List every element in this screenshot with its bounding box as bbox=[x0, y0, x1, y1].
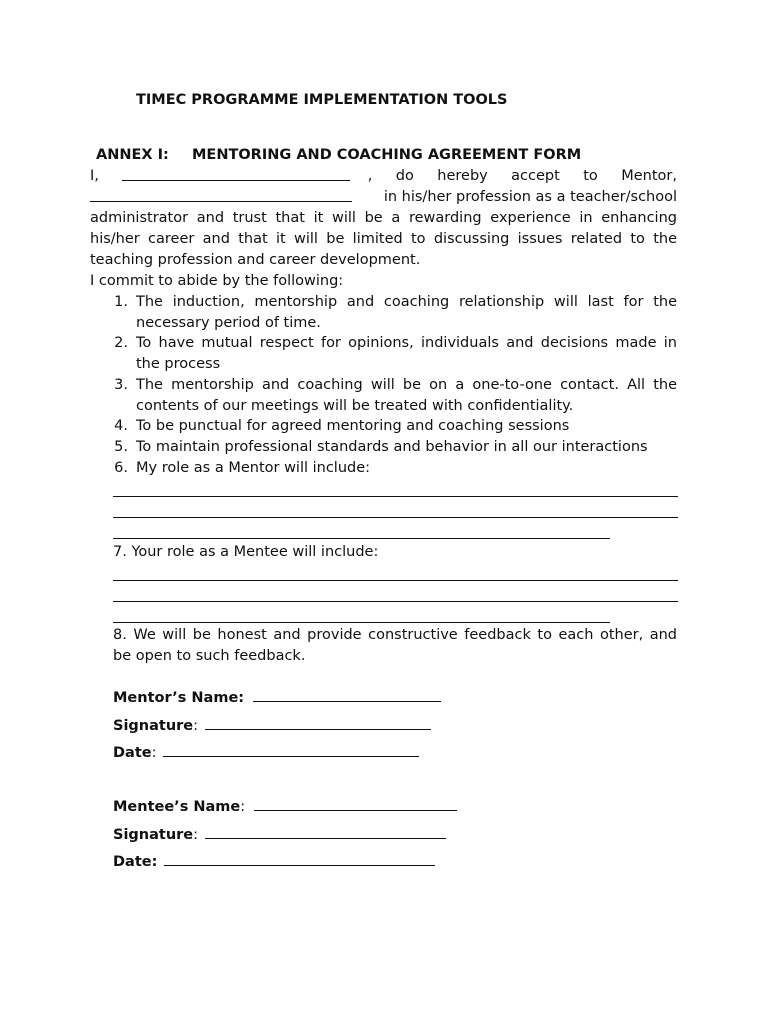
mentor-role-line[interactable] bbox=[113, 517, 678, 518]
list-number: 5. bbox=[114, 439, 128, 455]
list-number: 2. bbox=[114, 335, 128, 351]
mentee-name-field[interactable] bbox=[254, 796, 457, 811]
mentor-signature-label: Signature bbox=[113, 718, 194, 734]
list-number: 1. bbox=[114, 294, 128, 310]
intro-word: to bbox=[583, 168, 598, 184]
mentee-signature-label: Signature bbox=[113, 827, 194, 843]
list-number: 4. bbox=[114, 418, 128, 434]
intro-line-2 bbox=[90, 187, 677, 209]
mentee-name-row bbox=[113, 796, 457, 818]
mentee-role-line[interactable] bbox=[113, 622, 610, 623]
mentee-role-line[interactable] bbox=[113, 601, 678, 602]
mentor-date-label: Date bbox=[113, 745, 152, 761]
intro-line-5: teaching profession and career development. bbox=[90, 252, 421, 268]
annex-label: ANNEX I: bbox=[96, 147, 169, 163]
commit-statement: I commit to abide by the following: bbox=[90, 273, 344, 289]
colon: : bbox=[193, 718, 199, 734]
mentor-name-blank[interactable] bbox=[90, 187, 352, 202]
list-item-text: The induction, mentorship and coaching relationship will last for the bbox=[136, 294, 677, 310]
intro-line-4: his/her career and that it will be limited to discussing issues related to the bbox=[90, 231, 677, 247]
intro-line-3: administrator and trust that it will be a rewarding experience in enhancing bbox=[90, 210, 677, 226]
mentee-name-blank[interactable] bbox=[122, 166, 350, 181]
list-item-text: The mentorship and coaching will be on a one-to-one contact. All the bbox=[136, 377, 677, 393]
annex-title: MENTORING AND COACHING AGREEMENT FORM bbox=[192, 147, 582, 163]
colon: : bbox=[240, 799, 246, 815]
colon: : bbox=[151, 745, 157, 761]
list-item-text: the process bbox=[136, 356, 221, 372]
list-number: 6. bbox=[114, 460, 128, 476]
mentee-name-label: Mentee’s Name bbox=[113, 799, 241, 815]
intro-text: in his/her profession as a teacher/school bbox=[383, 189, 677, 205]
mentor-signature-field[interactable] bbox=[205, 715, 431, 730]
mentor-date-field[interactable] bbox=[163, 742, 419, 757]
mentee-date-label: Date: bbox=[113, 854, 158, 870]
comma: , bbox=[367, 168, 373, 184]
list-item-text: My role as a Mentor will include: bbox=[136, 460, 371, 476]
intro-word: I, bbox=[90, 168, 99, 184]
intro-word: accept bbox=[511, 168, 560, 184]
mentee-date-field[interactable] bbox=[164, 851, 435, 866]
mentor-name-field[interactable] bbox=[253, 687, 441, 702]
intro-word: Mentor, bbox=[621, 168, 677, 184]
list-item-text: To have mutual respect for opinions, individuals and decisions made in bbox=[136, 335, 677, 351]
list-item-text: To maintain professional standards and behavior in all our interactions bbox=[136, 439, 648, 455]
mentee-role-line[interactable] bbox=[113, 580, 678, 581]
list-number: 3. bbox=[114, 377, 128, 393]
mentor-role-line[interactable] bbox=[113, 538, 610, 539]
intro-line-1 bbox=[90, 166, 677, 187]
intro-word: do bbox=[395, 168, 414, 184]
mentor-name-label: Mentor’s Name: bbox=[113, 690, 245, 706]
mentor-signature-row bbox=[113, 715, 431, 737]
item-7-text: 7. Your role as a Mentee will include: bbox=[113, 544, 379, 560]
list-item-text: To be punctual for agreed mentoring and coaching sessions bbox=[136, 418, 570, 434]
intro-word: hereby bbox=[437, 168, 488, 184]
mentee-date-row bbox=[113, 851, 435, 873]
mentor-role-line[interactable] bbox=[113, 496, 678, 497]
item-8-line-2: be open to such feedback. bbox=[113, 648, 306, 664]
item-8-line-1: 8. We will be honest and provide constructive feedback to each other, and bbox=[113, 627, 677, 643]
list-item-text: necessary period of time. bbox=[136, 315, 321, 331]
mentee-signature-field[interactable] bbox=[205, 824, 446, 839]
mentor-name-row bbox=[113, 687, 441, 709]
colon: : bbox=[193, 827, 199, 843]
list-item-text: contents of our meetings will be treated with confidentiality. bbox=[136, 398, 574, 414]
mentee-signature-row bbox=[113, 824, 446, 846]
document-title: TIMEC PROGRAMME IMPLEMENTATION TOOLS bbox=[136, 92, 508, 108]
mentor-date-row bbox=[113, 742, 419, 764]
